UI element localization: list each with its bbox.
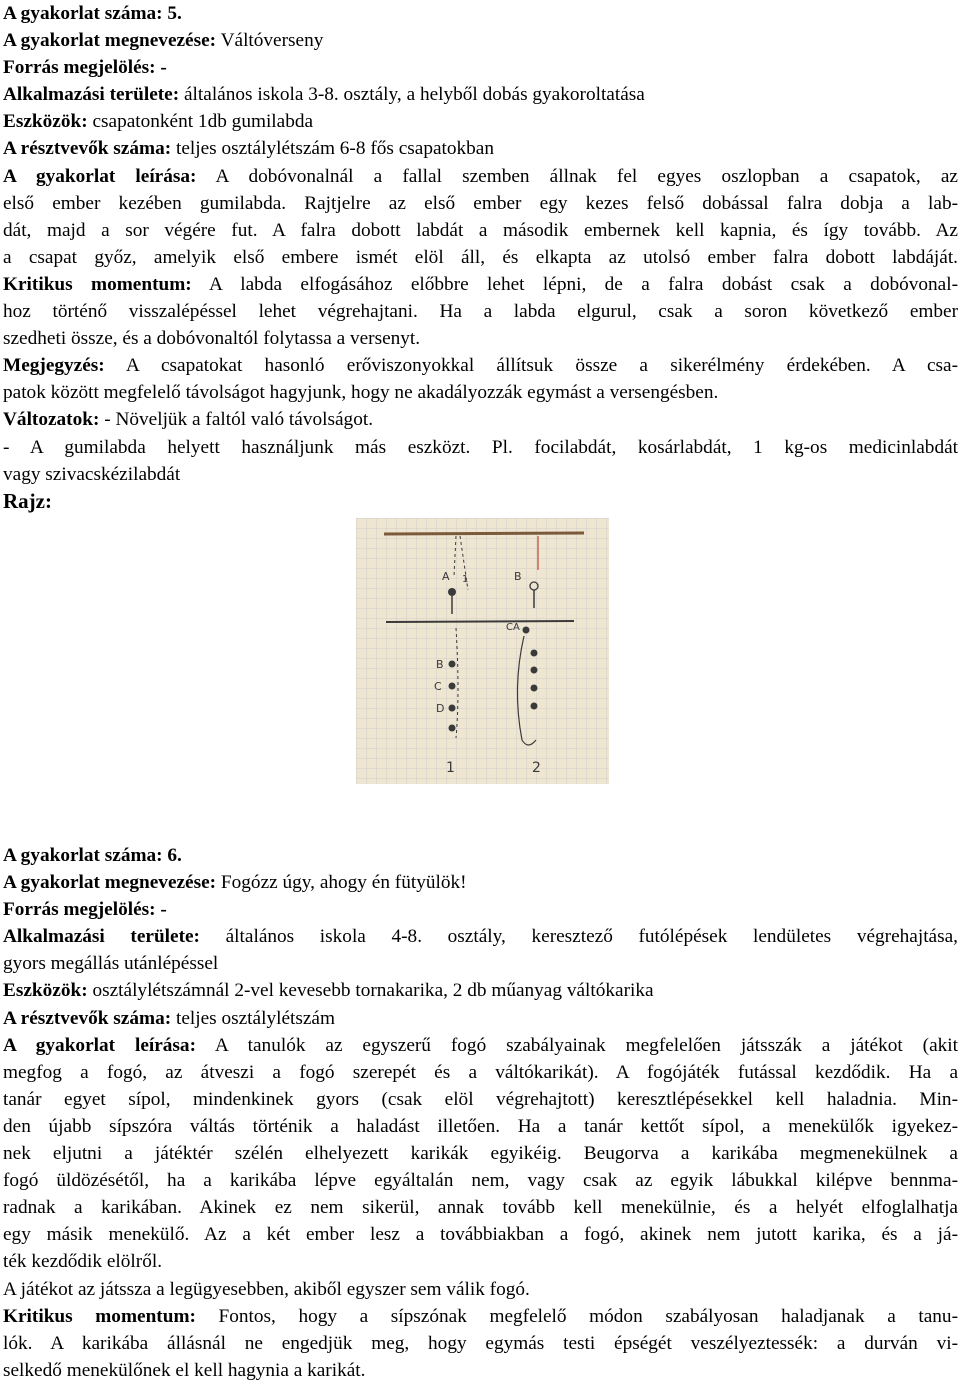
description-line: A gyakorlat leírása: A dobóvonalnál a fallal szemben állnak fel egyes oszlopban a csapatok, az	[3, 165, 958, 187]
variations-line: vagy szivacskézilabdát	[3, 463, 181, 485]
throwing-line	[386, 621, 574, 622]
drawing-label: Rajz:	[3, 488, 52, 513]
label-c-left: C	[434, 680, 442, 693]
application-area: Alkalmazási területe: általános iskola 4-8. osztály, keresztező futólépések lendületes végrehajtása,	[3, 926, 958, 948]
description: A gyakorlat leírása: A tanulók az egyszerű fogó szabályainak megfelelően játsszák a játékot (akit	[3, 1034, 958, 1056]
participants: A résztvevők száma: teljes osztálylétszám	[3, 1007, 335, 1029]
team1-player	[449, 683, 456, 690]
exercise-name: A gyakorlat megnevezése: Fogózz úgy, ahogy én fütyülök!	[3, 872, 467, 894]
label-d-left: D	[436, 702, 445, 715]
application-area-line: gyors megállás utánlépéssel	[3, 953, 219, 975]
label-a-top: A	[442, 570, 450, 583]
equipment: Eszközök: csapatonként 1db gumilabda	[3, 111, 314, 133]
team1-player	[449, 725, 456, 732]
team1-player	[449, 661, 456, 668]
team1-player	[449, 705, 456, 712]
label-b-left: B	[436, 658, 444, 671]
critical-moment: Kritikus momentum: Fontos, hogy a sípszónak megfelelő módon szabályosan haladjanak a tanu-	[3, 1305, 958, 1327]
grid-paper	[356, 518, 609, 784]
application-area: Alkalmazási területe: általános iskola 3-8. osztály, a helyből dobás gyakoroltatása	[3, 84, 645, 106]
team2-player	[531, 667, 538, 674]
variations: Változatok: - Növeljük a faltól való távolságot.	[3, 409, 374, 431]
description-line: tanár egyet sípol, mindenkinek gyors (csak elöl végrehajtott) keresztlépésekkel kell haladnia. Min-	[3, 1088, 958, 1110]
description-line: A játékot az játssza a legügyesebben, akiből egyszer sem válik fogó.	[3, 1278, 530, 1300]
critical-moment-line: szedheti össze, és a dobóvonaltól folytassa a versenyt.	[3, 328, 421, 350]
exercise-number: A gyakorlat száma: 5.	[3, 3, 182, 24]
participants: A résztvevők száma: teljes osztálylétszám 6-8 fős csapatokban	[3, 138, 494, 160]
team2-player	[531, 650, 538, 657]
critical-moment: Kritikus momentum: A labda elfogásához előbbre lehet lépni, de a falra dobást csak a dobóvonal-	[3, 273, 958, 295]
equipment: Eszközök: osztálylétszámnál 2-vel kevesebb tornakarika, 2 db műanyag váltókarika	[3, 980, 654, 1002]
relay-drawing	[356, 518, 609, 784]
label-one-top: 1	[462, 574, 469, 585]
document-page	[3, 0, 958, 1381]
note-line: patok között megfelelő távolságot hagyjunk, hogy ne akadályozzák egymást a versengésben.	[3, 382, 719, 404]
description-line: dát, majd a sor végére fut. A falra dobott labdát a második embernek kell kapnia, és így tovább. Az	[3, 219, 958, 241]
description-line: első ember kezében gumilabda. Rajtjelre az első ember egy kezes felső dobással falra dobja a lab-	[3, 192, 958, 214]
team2-player	[531, 703, 538, 710]
critical-moment-line: lók. A karikába állásnál ne engedjük meg, hogy egymás testi épségét veszélyeztessék: a durván vi-	[3, 1332, 958, 1354]
player-ca	[523, 627, 530, 634]
description-line: egy másik menekülő. Az a két ember lesz a továbbiakban a fogó, akinek nem jutott karika, és a já-	[3, 1224, 958, 1246]
description-line: megfog a fogó, az átveszi a fogó szerepét és a váltókarikát). A fogójáték futással kezdődik. Ha a	[3, 1061, 958, 1083]
description-line: radnak a karikában. Akinek ez nem sikerül, annak tovább kell menekülnie, és a helyét elfoglalhatja	[3, 1197, 958, 1219]
description-line: ték kezdődik elölről.	[3, 1251, 163, 1273]
description-line: fogó üldözésétől, ha a karikába lépve egyáltalán nem, vagy csak az egyik lábukkal kilépve bennma-	[3, 1170, 958, 1192]
team-1-label: 1	[446, 760, 455, 776]
drawing-figure	[356, 518, 609, 784]
exercise-5	[3, 0, 958, 515]
wall-line	[384, 533, 584, 534]
source: Forrás megjelölés: -	[3, 57, 167, 79]
exercise-name: A gyakorlat megnevezése: Váltóverseny	[3, 30, 324, 52]
description-line: nek eljutni a játéktér szélén elhelyezett karikák egyikéig. Beugorva a karikába megmenekülnek a	[3, 1143, 958, 1165]
variations-line: - A gumilabda helyett használjunk más eszközt. Pl. focilabdát, kosárlabdát, 1 kg-os medicinlabdát	[3, 436, 958, 458]
critical-moment-line: selkedő menekülőnek el kell hagynia a karikát.	[3, 1359, 366, 1381]
note: Megjegyzés: A csapatokat hasonló erőviszonyokkal állítsuk össze a sikerélmény érdekében. A csa-	[3, 355, 958, 377]
exercise-number: A gyakorlat száma: 6.	[3, 845, 182, 866]
source: Forrás megjelölés: -	[3, 899, 167, 921]
team-2-label: 2	[532, 760, 541, 776]
player-a-head	[448, 588, 456, 596]
critical-moment-line: hoz történő visszalépéssel lehet végrehajtani. Ha a labda elgurul, csak a soron következő ember	[3, 301, 958, 323]
description-line: den újabb sípszóra váltás történik a haladást illetően. Ha a tanár kettőt sípol, a menekülők igyekez-	[3, 1115, 958, 1137]
description-line: a csapat győz, amelyik első embere ismét elöl áll, és elkapta az utolsó ember falra dobott labdáját.	[3, 246, 958, 268]
exercise-6	[3, 842, 958, 1384]
label-b-top: B	[514, 570, 522, 583]
label-ca: CA	[506, 622, 520, 633]
team2-player	[531, 685, 538, 692]
